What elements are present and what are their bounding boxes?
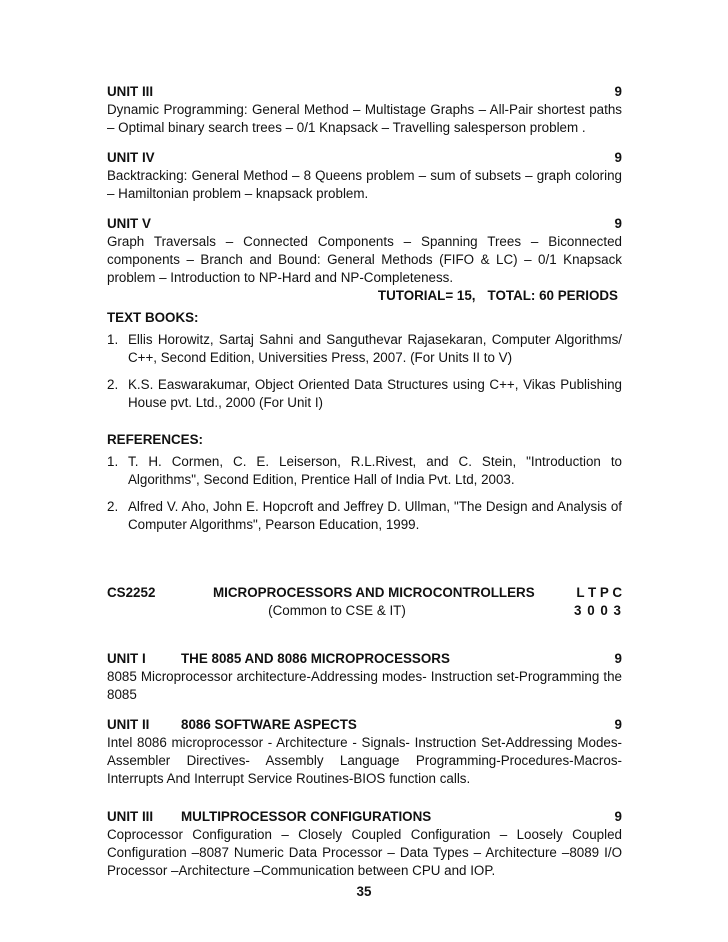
course-title: MICROPROCESSORS AND MICROCONTROLLERS xyxy=(213,585,535,600)
unit-header-left xyxy=(107,650,450,668)
unit-block xyxy=(107,149,622,203)
list-item xyxy=(107,453,622,489)
page-number: 35 xyxy=(356,884,372,899)
list-item xyxy=(107,331,622,367)
unit-name: UNIT III xyxy=(107,84,154,99)
unit-hours: 9 xyxy=(614,216,622,231)
item-number: 1. xyxy=(107,454,119,469)
unit-body: Coprocessor Configuration – Closely Coupled Configuration – Loosely Coupled Configuration –8087 Numeric Data Processor – Data Types – Architecture –8089 I/O Processor –Architecture –Communication between CPU and IOP. xyxy=(107,827,622,878)
text-books-list xyxy=(107,331,622,412)
unit-header-left xyxy=(107,808,431,826)
unit-header xyxy=(107,716,622,734)
unit-header xyxy=(107,215,622,233)
unit-hours: 9 xyxy=(614,717,622,732)
unit-header xyxy=(107,808,622,826)
unit-hours: 9 xyxy=(614,150,622,165)
period-totals xyxy=(107,287,622,305)
ltpc-values: 3 0 0 3 xyxy=(574,603,622,618)
unit-block xyxy=(107,83,622,137)
references-list xyxy=(107,453,622,534)
unit-body: Backtracking: General Method – 8 Queens problem – sum of subsets – graph coloring – Hamiltonian problem – knapsack problem. xyxy=(107,168,622,201)
course-subtitle-row xyxy=(107,602,622,620)
list-item xyxy=(107,376,622,412)
unit-title: 8086 SOFTWARE ASPECTS xyxy=(181,717,357,732)
course-header xyxy=(107,584,622,620)
item-text: K.S. Easwarakumar, Object Oriented Data Structures using C++, Vikas Publishing House pvt. Ltd., 2000 (For Unit I) xyxy=(128,377,622,410)
course-code: CS2252 xyxy=(107,585,156,600)
item-number: 1. xyxy=(107,332,119,347)
unit-name: UNIT II xyxy=(107,717,150,732)
course-units xyxy=(107,650,622,880)
course-common-note: (Common to CSE & IT) xyxy=(268,603,406,618)
unit-body: 8085 Microprocessor architecture-Addressing modes- Instruction set-Programming the 8085 xyxy=(107,669,622,702)
total-periods: TOTAL: 60 PERIODS xyxy=(487,288,618,303)
item-number: 2. xyxy=(107,377,119,392)
unit-name: UNIT V xyxy=(107,216,151,231)
unit-title: MULTIPROCESSOR CONFIGURATIONS xyxy=(181,809,432,824)
unit-hours: 9 xyxy=(614,84,622,99)
unit-header-left xyxy=(107,716,357,734)
unit-name: UNIT IV xyxy=(107,150,155,165)
unit-block xyxy=(107,716,622,788)
unit-header xyxy=(107,149,622,167)
unit-hours: 9 xyxy=(614,809,622,824)
unit-header xyxy=(107,83,622,101)
ltpc-label: L T P C xyxy=(576,585,622,600)
text-books-heading: TEXT BOOKS: xyxy=(107,310,199,325)
unit-name: UNIT III xyxy=(107,809,154,824)
unit-body: Intel 8086 microprocessor - Architecture - Signals- Instruction Set-Addressing Modes-Assembler Directives- Assembly Language Programming-Procedures-Macros-Interrupts And Interrupt Service Routines-BIOS function calls. xyxy=(107,735,622,786)
unit-hours: 9 xyxy=(614,651,622,666)
item-text: Alfred V. Aho, John E. Hopcroft and Jeffrey D. Ullman, "The Design and Analysis of Computer Algorithms", Pearson Education, 1999. xyxy=(128,499,622,532)
unit-name: UNIT I xyxy=(107,651,146,666)
text-books-section xyxy=(107,309,622,412)
unit-block xyxy=(107,808,622,880)
item-text: T. H. Cormen, C. E. Leiserson, R.L.Rivest, and C. Stein, "Introduction to Algorithms", Second Edition, Prentice Hall of India Pvt. Ltd, 2003. xyxy=(128,454,622,487)
tutorial-periods: TUTORIAL= 15, xyxy=(377,288,476,303)
item-number: 2. xyxy=(107,499,119,514)
unit-title: THE 8085 AND 8086 MICROPROCESSORS xyxy=(181,651,450,666)
syllabus-page xyxy=(107,83,622,892)
unit-block xyxy=(107,650,622,704)
unit-block xyxy=(107,215,622,287)
unit-body: Graph Traversals – Connected Components – Spanning Trees – Biconnected components – Branch and Bound: General Methods (FIFO & LC) – 0/1 Knapsack problem – Introduction to NP-Hard and NP-Completeness. xyxy=(107,234,622,285)
list-item xyxy=(107,498,622,534)
course-title-row xyxy=(107,584,622,602)
unit-body: Dynamic Programming: General Method – Multistage Graphs – All-Pair shortest paths – Optimal binary search trees – 0/1 Knapsack – Travelling salesperson problem . xyxy=(107,102,622,135)
item-text: Ellis Horowitz, Sartaj Sahni and Sanguthevar Rajasekaran, Computer Algorithms/ C++, Second Edition, Universities Press, 2007. (For Units II to V) xyxy=(128,332,622,365)
unit-header xyxy=(107,650,622,668)
references-heading: REFERENCES: xyxy=(107,432,203,447)
references-section xyxy=(107,431,622,534)
